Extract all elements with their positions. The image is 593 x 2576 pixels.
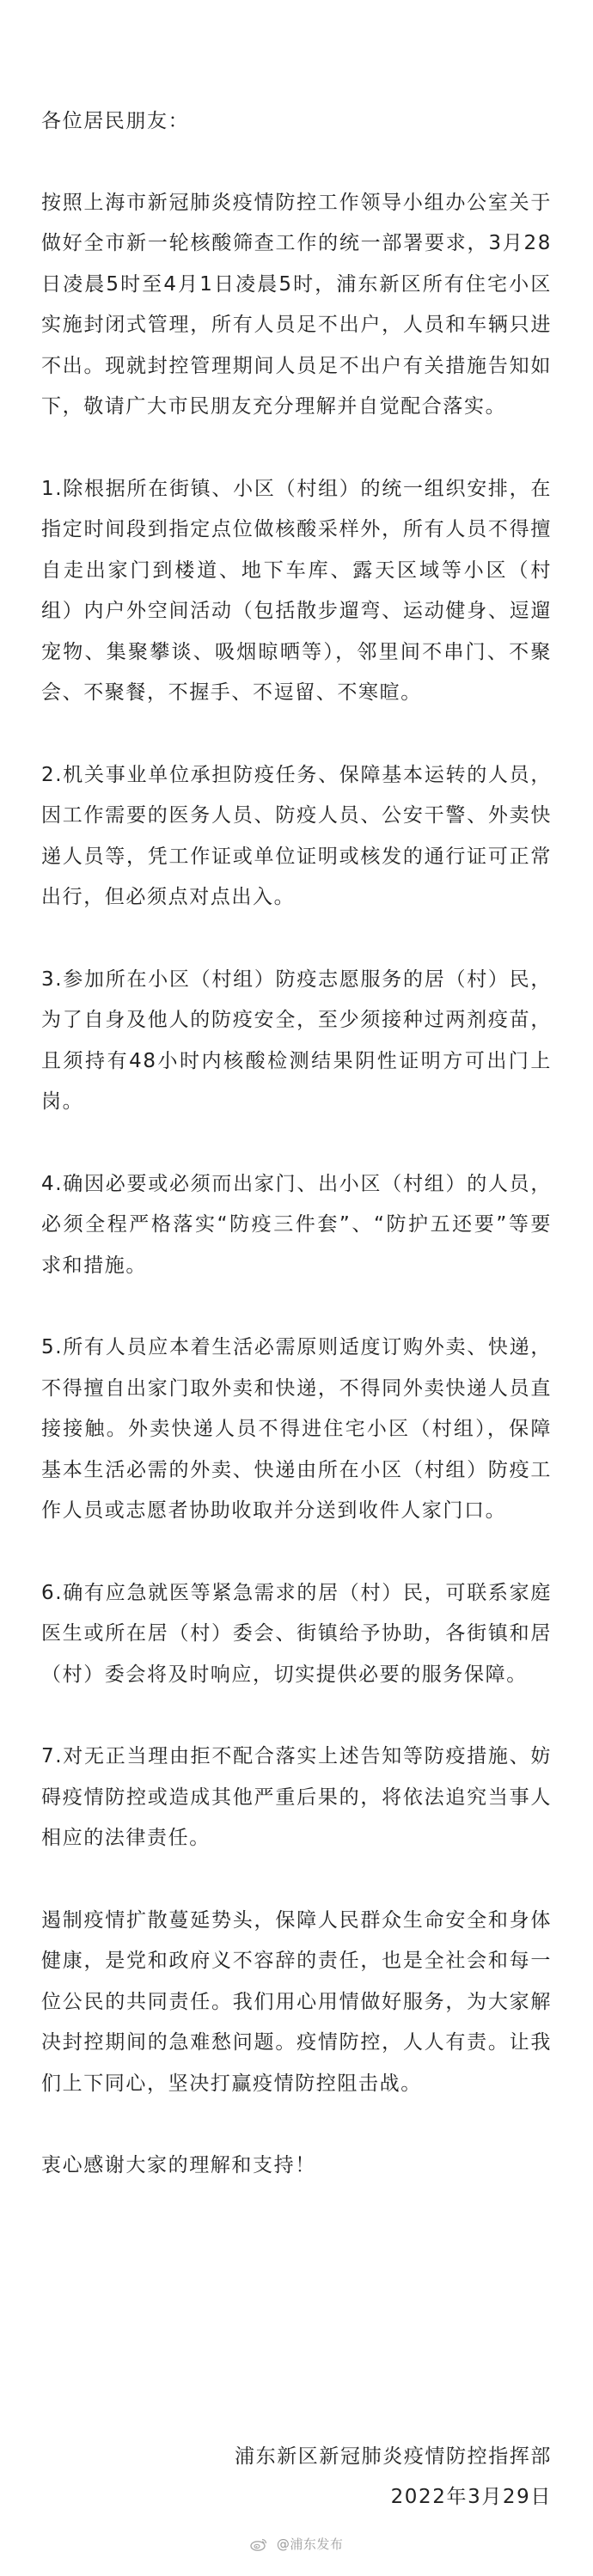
measure-item-3: 3.参加所在小区（村组）防疫志愿服务的居（村）民，为了自身及他人的防疫安全，至少须接种过两剂疫苗，且须持有48小时内核酸检测结果阴性证明方可出门上岗。: [41, 968, 552, 1113]
measure-item-7: 7.对无正当理由拒不配合落实上述告知等防疫措施、妨碍疫情防控或造成其他严重后果的，将依法追究当事人相应的法律责任。: [41, 1745, 552, 1849]
measure-item-2: 2.机关事业单位承担防疫任务、保障基本运转的人员，因工作需要的医务人员、防疫人员、公安干警、外卖快递人员等，凭工作证或单位证明或核发的通行证可正常出行，但必须点对点出入。: [41, 763, 552, 908]
watermark-text: @浦东发布: [276, 2536, 344, 2552]
thanks-line: 衷心感谢大家的理解和支持！: [41, 2154, 316, 2176]
watermark: [0, 2535, 593, 2553]
measure-item-5: 5.所有人员应本着生活必需原则适度订购外卖、快递，不得擅自出家门取外卖和快递，不得同外卖快递人员直接接触。外卖快递人员不得进住宅小区（村组），保障基本生活必需的外卖、快递由所在小区（村组）防疫工作人员或志愿者协助收取并分送到收件人家门口。: [41, 1336, 552, 1522]
weibo-logo-icon: [250, 2537, 267, 2551]
intro-paragraph: 按照上海市新冠肺炎疫情防控工作领导小组办公室关于做好全市新一轮核酸筛查工作的统一部署要求，3月28日凌晨5时至4月1日凌晨5时，浦东新区所有住宅小区实施封闭式管理，所有人员足不出户，人员和车辆只进不出。现就封控管理期间人员足不出户有关措施告知如下，敬请广大市民朋友充分理解并自觉配合落实。: [41, 191, 552, 418]
appeal-paragraph: 遏制疫情扩散蔓延势头，保障人民群众生命安全和身体健康，是党和政府义不容辞的责任，也是全社会和每一位公民的共同责任。我们用心用情做好服务，为大家解决封控期间的急难愁问题。疫情防控，人人有责。让我们上下同心，坚决打赢疫情防控阻击战。: [41, 1908, 552, 2095]
notice-body: [41, 101, 552, 2187]
signature-date: 2022年3月29日: [390, 2486, 552, 2508]
measure-item-1: 1.除根据所在街镇、小区（村组）的统一组织安排，在指定时间段到指定点位做核酸采样外，所有人员不得擅自走出家门到楼道、地下车库、露天区域等小区（村组）内户外空间活动（包括散步遛弯、运动健身、逗遛宠物、集聚攀谈、吸烟晾晒等），邻里间不串门、不聚会、不聚餐，不握手、不逗留、不寒暄。: [41, 477, 552, 704]
signature-organization: 浦东新区新冠肺炎疫情防控指挥部: [235, 2445, 552, 2468]
greeting: 各位居民朋友：: [41, 110, 190, 132]
measure-item-6: 6.确有应急就医等紧急需求的居（村）民，可联系家庭医生或所在居（村）委会、街镇给予协助，各街镇和居（村）委会将及时响应，切实提供必要的服务保障。: [41, 1581, 552, 1686]
measure-item-4: 4.确因必要或必须而出家门、出小区（村组）的人员，必须全程严格落实“防疫三件套”、“防护五还要”等要求和措施。: [41, 1172, 552, 1277]
